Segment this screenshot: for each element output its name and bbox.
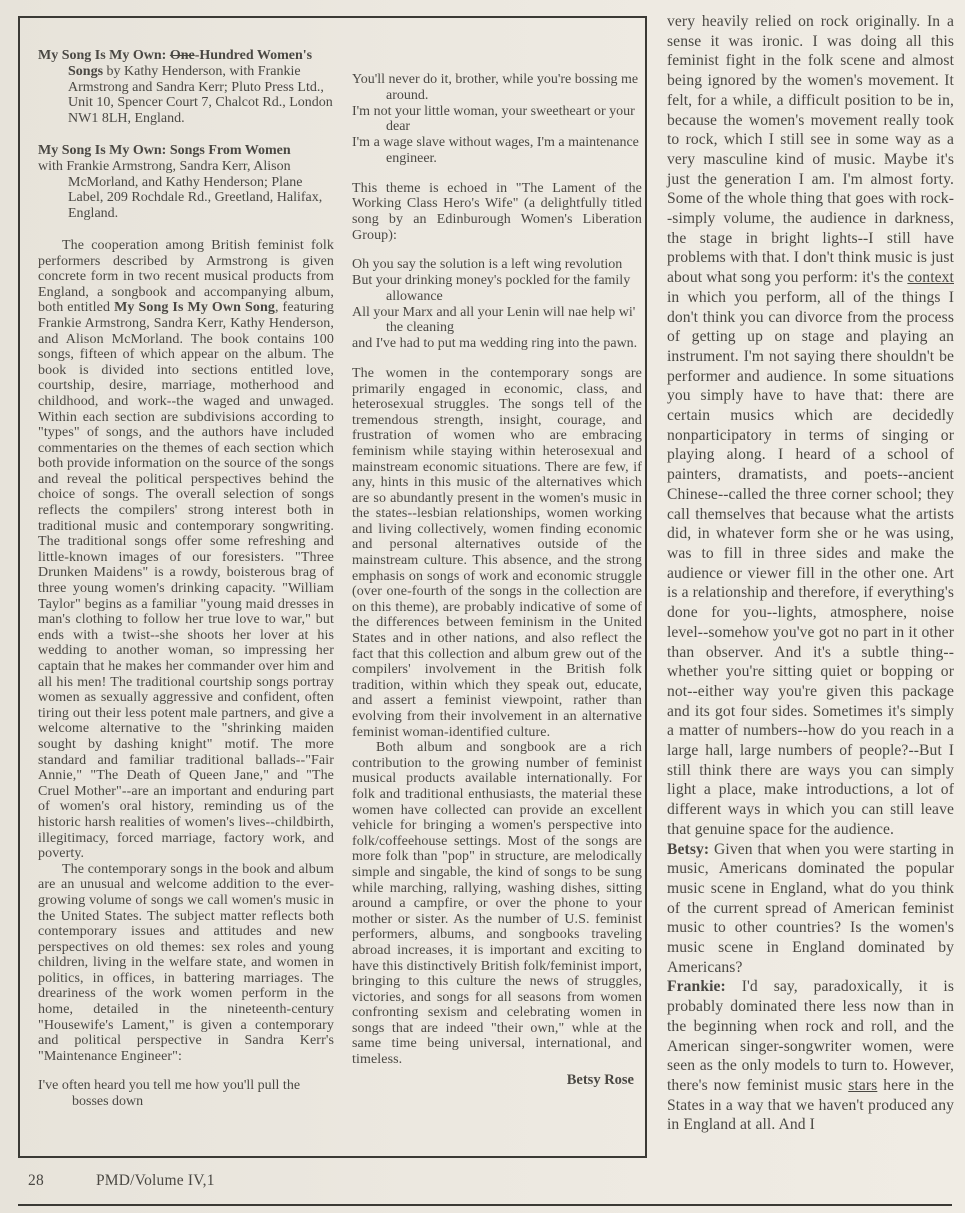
interview-question-betsy: Betsy: Given that when you were starting in music, Americans dominated the popular music scene in England, what do you think of the current spread of American feminist music to other countries? Is the women's music scene in England dominated by Americans?: [667, 840, 954, 976]
review-column-left: [38, 48, 334, 1124]
page-number: 28: [28, 1172, 44, 1189]
journal-title: PMD/Volume IV,1: [95, 1172, 215, 1189]
interview-answer-continued: very heavily relied on rock originally. In a sense it was ironic. I was doing all this feminist fight in the folk scene and almost being ignored by the women's movement. It felt, for a while, a difficult position to be in, because the women's movement really took to rock, which I still see in some way as a very masculine kind of music. Maybe it's just the generation I am. I'm almost forty. Some of the whole thing that goes with rock--simply volume, the audience in darkness, the stage in bright lights--I still have problems with that. I don't think music is just about what song you perform: it's the context in which you perform, all of the things I don't think you can divorce from the process of getting up on stage and playing an instrument. I'm not saying there shouldn't be performer and audience. In some situations you simply have to have that: there are certain musics which are decidedly nonparticipatory in terms of singing or playing along. I heard of a school of painters, dramatists, and poets--ancient Chinese--called the three corner school; they call themselves that because what the artists did, in whatever form she or he was using, was to fill in three sides and make the audience or viewer fill in the other one. Art is a relationship and therefore, if everything's done for you--lights, atmosphere, noise level--somehow you've got no part in it other than observer. And it's a subtle thing--whether you're sitting quiet or bopping or not--either way you're given this package and its got four sides. Sometimes it's simply a matter of numbers--how do you reach in a large hall, large numbers of people?--But I still think there are ways you can simply light a place, make introductions, a lot of different ways in which you can still leave that genuine space for the audience.: [667, 13, 954, 838]
song-verse-maintenance-engineer-start: I've often heard you tell me how you'll pull the bosses down: [38, 1078, 301, 1110]
review-paragraph-2: The contemporary songs in the book and album are an unusual and welcome addition to the ever-growing volume of songs we call women's music in the United States. The subject matter reflects both contemporary issues and attitudes and new perspectives on old themes: sex roles and young children, living in the welfare state, and women in politics, in offices, in battering marriages. The dreariness of the work women perform in the home, detailed in the nineteenth-century "Housewife's Lament," is given a contemporary and political perspective in Sandra Kerr's "Maintenance Engineer":: [38, 861, 334, 1064]
review-column-middle: [352, 72, 642, 1089]
song-verse-maintenance-engineer-cont: You'll never do it, brother, while you're bossing me around. I'm not your little woman, your sweetheart or your dear I'm a wage slave without wages, I'm a maintenance engineer.: [352, 72, 639, 166]
page-footer: [28, 1172, 215, 1190]
song-verse-working-class-heros-wife: Oh you say the solution is a left wing revolution But your drinking money's pockled for the family allowance All your Marx and all your Lenin will nae help wi' the cleaning and I've had to put ma wedding ring into the pawn.: [352, 257, 638, 352]
interview-answer-frankie: Frankie: I'd say, paradoxically, it is probably dominated there less now than in the beginning when rock and roll, and the American singer-songwriter women, were seen as the only models to turn to. However, there's now feminist music stars here in the States in a way that we haven't produced any in England at all. And I: [667, 978, 954, 1134]
review-byline: Betsy Rose: [566, 1071, 634, 1088]
review-paragraph-5: Both album and songbook are a rich contribution to the growing number of feminist musical products available internationally. For folk and traditional enthusiasts, the material these women have collected can provide an excellent vehicle for bringing a women's perspective into folk/coffeehouse settings. Most of the songs are more folk than "pop" in structure, are melodically simple and singable, the kind of songs to be sung while marching, rallying, washing dishes, sitting around a campfire, or over the phone to your mother or sister. As the number of U.S. feminist performers, albums, and songbooks traveling abroad increases, it is important and exciting to have this distinctively British folk/feminist import, bringing to this culture the news of struggles, victories, and songs for all seasons from women confronting sexism and celebrating women in songs that are indeed "their own," whle at the same time being universal, international, and timeless.: [352, 740, 642, 1068]
citation-album-details: with Frankie Armstrong, Sandra Kerr, Alison McMorland, and Kathy Henderson; Plane Label, 209 Rochdale Rd., Greetland, Halifax, England.: [38, 158, 323, 222]
citation-album: [38, 143, 334, 222]
interview-column: [667, 12, 954, 1135]
citation-album-title: My Song Is My Own: Songs From Women: [38, 142, 291, 158]
review-article-box: [18, 16, 647, 1158]
citation-songbook: My Song Is My Own: One-Hundred Women's Songs by Kathy Henderson, with Frankie Armstrong and Sandra Kerr; Pluto Press Ltd., Unit 10, Spencer Court 7, Chalcot Rd., London NW1 8LH, England.: [38, 48, 333, 127]
review-paragraph-1: The cooperation among British feminist folk performers described by Armstrong is given concrete form in two recent musical products from England, a songbook and accompanying album, both entitled My Song Is My Own Song, featuring Frankie Armstrong, Sandra Kerr, Kathy Henderson, and Alison McMorland. The book contains 100 songs, fifteen of which appear on the album. The book is divided into sections entitled love, courtship, desire, marriage, motherhood and childhood, and work--the waged and unwaged. Within each section are subdivisions according to "types" of songs, and the authors have included commentaries on the themes of each section which both provide information on the source of the songs and reveal the political perspectives behind the choice of songs. The overall selection of songs reflects the compilers' strong interest both in traditional music and contemporary songwriting. The traditional songs offer some refreshing and little-known images of our foresisters. "Three Drunken Maidens" is a rowdy, boisterous brag of three young women's drinking capacity. "William Taylor" begins as a familiar "young maid dresses in man's clothing to follow her true love to war," but ends with a twist--she shoots her lover at his wedding to another woman, so impressing her captain that he makes her commander over him and all his men! The traditional courtship songs portray women as sexually aggressive and confident, often tiring out their less potent male partners, and give a welcome alternative to the "shrinking maiden sought by dashing knight" motif. The more standard and familiar traditional ballads--"Fair Annie," "The Death of Queen Jane," and "The Cruel Mother"--are an important and enduring part of women's oral history, reminding us of the historic harsh realities of women's lives--childbirth, illegitimacy, forced marriage, factory work, and poverty.: [38, 237, 334, 862]
review-paragraph-4: The women in the contemporary songs are primarily engaged in economic, class, and heterosexual struggles. The songs tell of the tremendous strength, insight, courage, and frustration of women who are embracing feminism while staying within heterosexual and mainstream economic situations. There are few, if any, hints in this music of the alternatives which are so abundantly present in the women's music in the states--lesbian relationships, women working and living collectively, women finding economic and personal alternatives outside of the mainstream culture. This absence, and the strong emphasis on songs of work and economic struggle (over one-fourth of the songs in the collection are on this theme), are probably indicative of some of the differences between feminism in the United States and in other nations, and also reflect the fact that this collection and album grew out of the compilers' involvement in the British folk tradition, within which they speak out, educate, and assert a feminist viewpoint, rather than evolving from their involvement in an alternative feminist woman-identified culture.: [352, 365, 642, 740]
bottom-rule: [18, 1204, 952, 1206]
review-paragraph-3: This theme is echoed in "The Lament of the Working Class Hero's Wife" (a delightfully titled song by an Edinburough Women's Liberation Group):: [352, 180, 642, 243]
